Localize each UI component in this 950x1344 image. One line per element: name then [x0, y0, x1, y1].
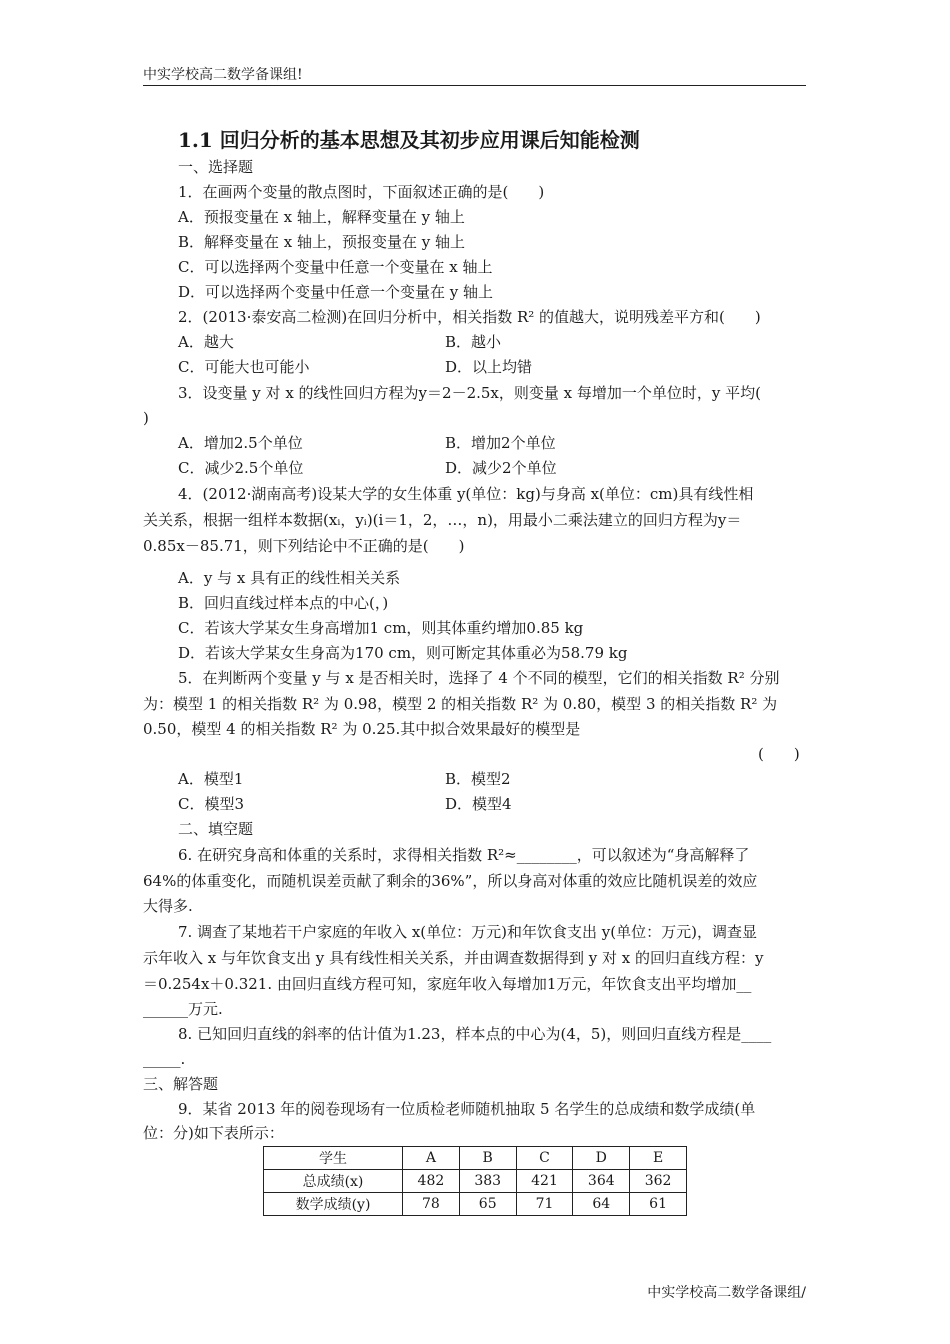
- q5-stem-1: 5．在判断两个变量 y 与 x 是否相关时，选择了 4 个不同的模型，它们的相关指数 R² 分别: [178, 669, 780, 687]
- q6-line-3: 大得多.: [143, 897, 193, 915]
- table-header-row: [264, 1147, 687, 1170]
- q5-option-c: C．模型3: [178, 795, 245, 813]
- table-cell: 482: [403, 1170, 460, 1193]
- section-choice: 一、选择题: [178, 158, 254, 176]
- q3-option-b: B．增加2个单位: [445, 434, 556, 452]
- q4-stem-3: 0.85x－85.71，则下列结论中不正确的是( ): [143, 537, 465, 555]
- q1-option-d: D．可以选择两个变量中任意一个变量在 y 轴上: [178, 283, 494, 301]
- q1-option-c: C．可以选择两个变量中任意一个变量在 x 轴上: [178, 258, 493, 276]
- header-text: 中实学校高二数学备课组!: [143, 67, 303, 83]
- q3-stem-end: ): [143, 409, 149, 427]
- q4-option-b: B．回归直线过样本点的中心(，): [178, 594, 389, 612]
- table-cell: A: [403, 1147, 460, 1170]
- q1-stem: 1．在画两个变量的散点图时，下面叙述正确的是( ): [178, 183, 545, 201]
- header-divider: [143, 85, 806, 86]
- page-title: 1.1 回归分析的基本思想及其初步应用课后知能检测: [178, 128, 640, 152]
- q1-option-b: B．解释变量在 x 轴上，预报变量在 y 轴上: [178, 233, 466, 251]
- q8-line-2: _____.: [143, 1050, 186, 1068]
- table-cell: 71: [516, 1193, 573, 1216]
- q7-line-2: 示年收入 x 与年饮食支出 y 具有线性相关关系，并由调查数据得到 y 对 x 的回归直线方程：y: [143, 949, 764, 967]
- q7-line-1: 7. 调查了某地若干户家庭的年收入 x(单位：万元)和年饮食支出 y(单位：万元)，调查显: [178, 923, 757, 941]
- q2-option-c: C．可能大也可能小: [178, 358, 310, 376]
- q3-option-d: D．减少2个单位: [445, 459, 557, 477]
- table-cell: 61: [630, 1193, 687, 1216]
- q8-line-1: 8. 已知回归直线的斜率的估计值为1.23，样本点的中心为(4，5)，则回归直线方程是____: [178, 1025, 772, 1043]
- q9-line-2: 位：分)如下表所示：: [143, 1124, 284, 1142]
- section-solve: 三、解答题: [143, 1075, 219, 1093]
- table-cell: D: [573, 1147, 630, 1170]
- table-cell: 64: [573, 1193, 630, 1216]
- table-cell: B: [459, 1147, 516, 1170]
- q7-line-3: ＝0.254x＋0.321. 由回归直线方程可知，家庭年收入每增加1万元，年饮食支出平均增加__: [143, 975, 752, 993]
- table-cell: E: [630, 1147, 687, 1170]
- q3-option-c: C．减少2.5个单位: [178, 459, 304, 477]
- table-cell: C: [516, 1147, 573, 1170]
- q2-stem: 2．(2013·泰安高二检测)在回归分析中，相关指数 R² 的值越大，说明残差平方和( ): [178, 308, 761, 326]
- q5-answer-paren: ( ): [758, 745, 800, 763]
- q4-option-d: D．若该大学某女生身高为170 cm，则可断定其体重必为58.79 kg: [178, 644, 628, 662]
- q2-option-b: B．越小: [445, 333, 502, 351]
- table-cell: 65: [459, 1193, 516, 1216]
- q2-option-a: A．越大: [178, 333, 234, 351]
- q4-option-c: C．若该大学某女生身高增加1 cm，则其体重约增加0.85 kg: [178, 619, 584, 637]
- table-cell: 421: [516, 1170, 573, 1193]
- table-cell: 78: [403, 1193, 460, 1216]
- q3-stem: 3．设变量 y 对 x 的线性回归方程为y＝2－2.5x，则变量 x 每增加一个单位时，y 平均(: [178, 384, 761, 402]
- score-table: [263, 1146, 687, 1216]
- q4-stem-2: 关关系，根据一组样本数据(xᵢ，yᵢ)(i＝1，2，…，n)，用最小二乘法建立的回归方程为y＝: [143, 511, 742, 529]
- q4-option-a: A．y 与 x 具有正的线性相关关系: [178, 569, 401, 587]
- q5-option-b: B．模型2: [445, 770, 511, 788]
- q7-line-4: ______万元.: [143, 1000, 223, 1018]
- q3-option-a: A．增加2.5个单位: [178, 434, 303, 452]
- section-fill: 二、填空题: [178, 820, 254, 838]
- table-cell: 学生: [264, 1147, 403, 1170]
- q2-option-d: D．以上均错: [445, 358, 533, 376]
- table-cell: 383: [459, 1170, 516, 1193]
- q6-line-1: 6. 在研究身高和体重的关系时，求得相关指数 R²≈________，可以叙述为“身高解释了: [178, 846, 750, 864]
- q1-option-a: A．预报变量在 x 轴上，解释变量在 y 轴上: [178, 208, 465, 226]
- table-row: [264, 1193, 687, 1216]
- q4-stem-1: 4．(2012·湖南高考)设某大学的女生体重 y(单位：kg)与身高 x(单位：cm)具有线性相: [178, 485, 754, 503]
- q9-line-1: 9．某省 2013 年的阅卷现场有一位质检老师随机抽取 5 名学生的总成绩和数学成绩(单: [178, 1100, 756, 1118]
- table-row: [264, 1170, 687, 1193]
- table-cell: 364: [573, 1170, 630, 1193]
- footer-text: 中实学校高二数学备课组/: [647, 1285, 806, 1301]
- table-cell: 362: [630, 1170, 687, 1193]
- q5-option-d: D．模型4: [445, 795, 512, 813]
- q5-option-a: A．模型1: [178, 770, 244, 788]
- q5-stem-3: 0.50，模型 4 的相关指数 R² 为 0.25.其中拟合效果最好的模型是: [143, 720, 581, 738]
- table-cell: 数学成绩(y): [264, 1193, 403, 1216]
- q5-stem-2: 为：模型 1 的相关指数 R² 为 0.98，模型 2 的相关指数 R² 为 0.80，模型 3 的相关指数 R² 为: [143, 695, 778, 713]
- q6-line-2: 64%的体重变化，而随机误差贡献了剩余的36%”，所以身高对体重的效应比随机误差的效应: [143, 872, 758, 890]
- table-cell: 总成绩(x): [264, 1170, 403, 1193]
